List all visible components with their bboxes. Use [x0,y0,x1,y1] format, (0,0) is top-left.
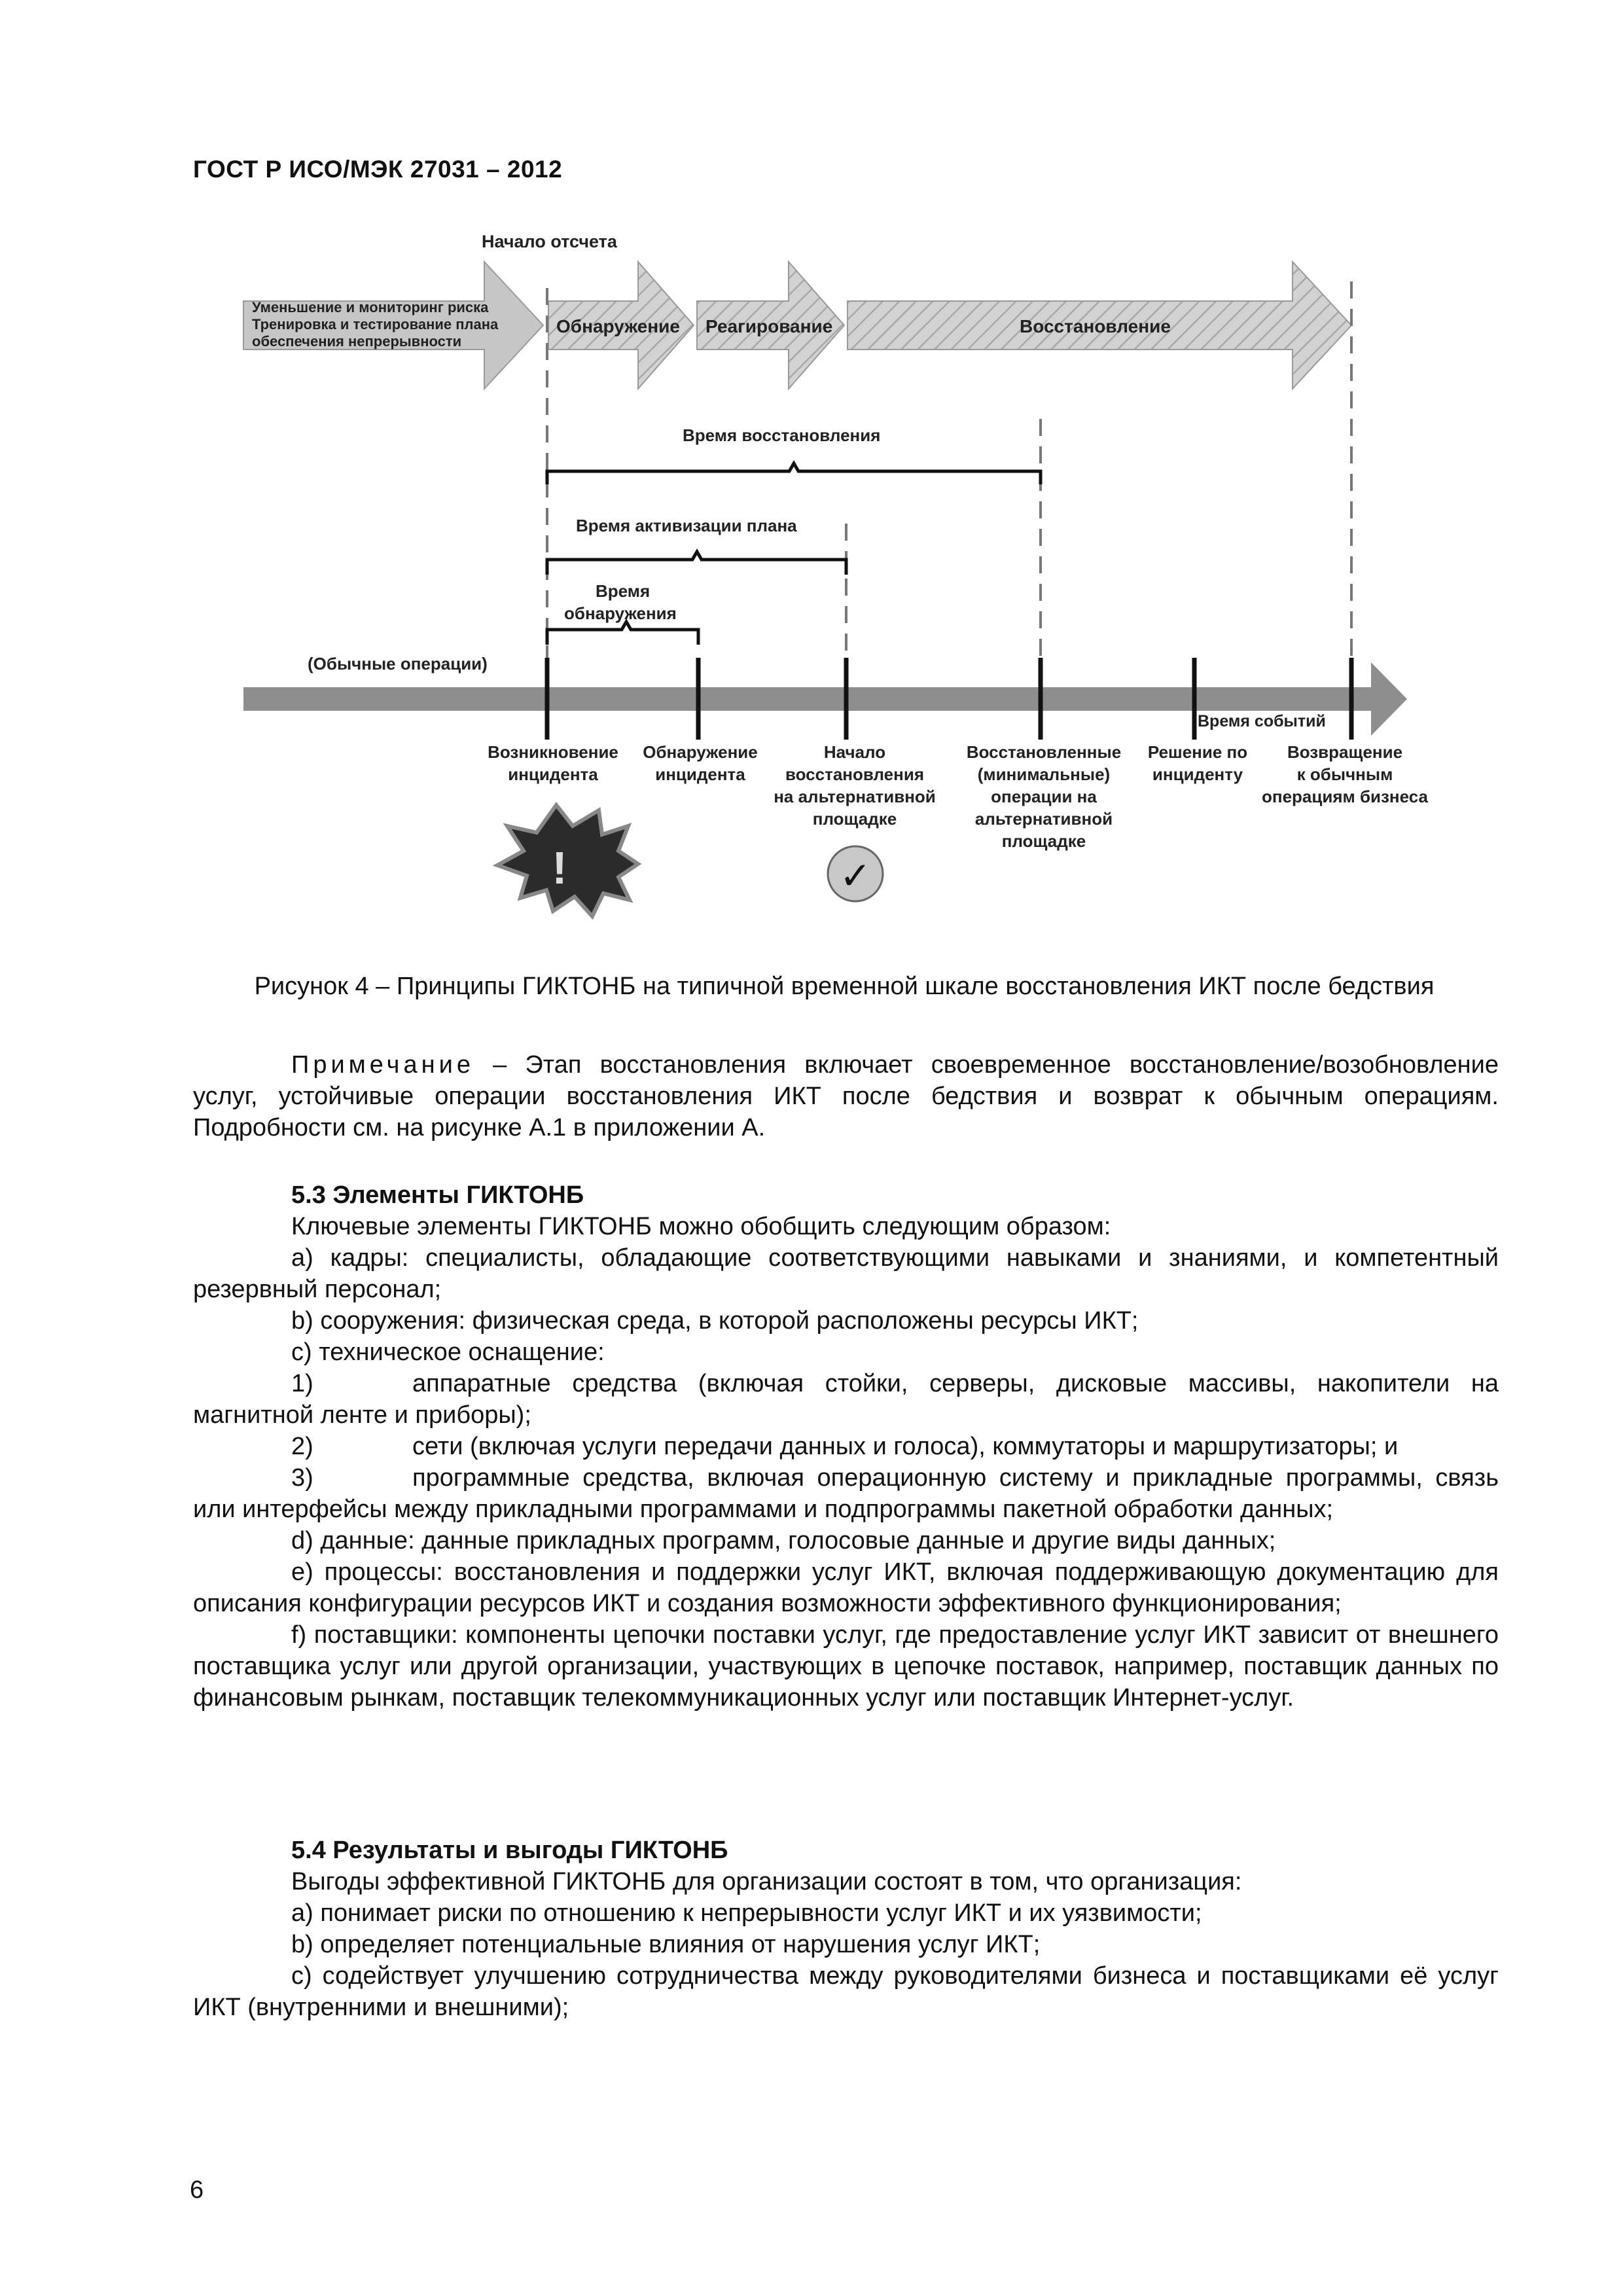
milestone-alt-ops-1: Восстановленные [966,742,1122,762]
phase-prep-line3: обеспечения непрерывности [252,333,462,350]
note-text: – Этап восстановления включает своевременное восстановление/возобновление услуг, устойчивые операции восстановления ИКТ после бедствия и возврат к обычным операциям. Подробности см. на рисунке А.1 в приложении А. [193,1051,1499,1141]
list-item-c3 [193,1462,1499,1525]
incident-burst-icon [497,805,638,916]
milestone-resolution-2: инциденту [1152,764,1243,784]
milestone-return-2: к обычным [1296,764,1393,784]
benefit-item-a: а) понимает риски по отношению к непрерывности услуг ИКТ и их уязвимости; [291,1899,1202,1927]
milestone-return-1: Возвращение [1287,742,1403,762]
document-header: ГОСТ Р ИСО/МЭК 27031 – 2012 [193,156,563,183]
activation-time-label: Время активизации плана [576,516,797,535]
svg-text:!: ! [552,842,567,893]
list-item-b: b) сооружения: физическая среда, в которой расположены ресурсы ИКТ; [291,1307,1139,1335]
list-item-e: e) процессы: восстановления и поддержки услуг ИКТ, включая поддерживающую документацию для описания конфигурации ресурсов ИКТ и создания возможности эффективного функционирования; [193,1558,1499,1617]
phase-prep-line2: Тренировка и тестирование плана [252,316,499,332]
phase-react-label: Реагирование [705,316,833,336]
list-item-c: с) техническое оснащение: [291,1338,605,1366]
list-item-c1-text: аппаратные средства (включая стойки, серверы, дисковые массивы, накопители на магнитной ленте и приборы); [193,1370,1499,1429]
recovery-time-label: Время восстановления [683,425,881,445]
note-label: Примечание [291,1051,474,1079]
milestone-incident-1: Возникновение [488,742,618,762]
detection-time-label-2: обнаружения [564,603,677,623]
section-5-3-intro: Ключевые элементы ГИКТОНБ можно обобщить следующим образом: [291,1213,1111,1240]
phase-recover-label: Восстановление [1020,316,1171,336]
milestone-resolution-1: Решение по [1147,742,1248,762]
figure-caption: Рисунок 4 – Принципы ГИКТОНБ на типичной временной шкале восстановления ИКТ после бедствия [254,973,1435,1000]
list-item-c3-text: программные средства, включая операционную систему и прикладные программы, связь или интерфейсы между прикладными программами и подпрограммы пакетной обработки данных; [193,1464,1499,1523]
milestone-alt-start-3: на альтернативной [774,787,936,806]
section-5-3 [193,1179,1499,1713]
milestone-alt-start-1: Начало [823,742,886,762]
start-count-label: Начало отсчета [482,232,617,251]
milestone-alt-ops-2: (минимальные) [977,764,1111,784]
milestone-alt-ops-4: альтернативной [974,809,1113,829]
milestone-alt-start-4: площадке [812,809,897,829]
list-item-c2 [193,1431,1499,1462]
benefit-item-b: b) определяет потенциальные влияния от нарушения услуг ИКТ; [291,1931,1041,1958]
milestone-detection-1: Обнаружение [643,742,758,762]
recovery-timeline-figure [0,0,1623,949]
benefit-item-c: с) содействует улучшению сотрудничества между руководителями бизнеса и поставщиками её услуг ИКТ (внутренними и внешними); [193,1962,1499,2021]
list-item-c3-num: 3) [291,1464,313,1492]
milestone-detection-2: инцидента [655,764,745,784]
list-item-c1-num: 1) [291,1370,313,1397]
detection-time-label-1: Время [596,581,651,601]
milestone-alt-ops-3: операции на [991,787,1097,806]
list-item-c1 [193,1368,1499,1431]
milestone-return-3: операциям бизнеса [1261,787,1429,806]
normal-operations-label: (Обычные операции) [308,654,488,673]
svg-text:✓: ✓ [839,853,872,898]
section-5-4 [193,1835,1499,2023]
note-paragraph [193,1049,1499,1143]
section-5-4-heading: 5.4 Результаты и выгоды ГИКТОНБ [291,1837,728,1864]
phase-detect-label: Обнаружение [556,316,680,336]
check-circle-icon [828,846,883,901]
list-item-c2-num: 2) [291,1433,313,1460]
page-number: 6 [190,2176,204,2204]
section-5-3-heading: 5.3 Элементы ГИКТОНБ [291,1181,584,1209]
list-item-f: f) поставщики: компоненты цепочки поставки услуг, где предоставление услуг ИКТ зависит от внешнего поставщика услуг или другой организации, участвующих в цепочке поставок, например, поставщик данных по финансовым рынкам, поставщик телекоммуникационных услуг или поставщик Интернет-услуг. [193,1621,1499,1712]
milestone-alt-ops-5: площадке [1001,831,1086,851]
list-item-c2-text: сети (включая услуги передачи данных и голоса), коммутаторы и маршрутизаторы; и [412,1433,1399,1460]
events-time-label: Время событий [1198,712,1326,730]
list-item-a: а) кадры: специалисты, обладающие соответствующими навыками и знаниями, и компетентный резервный персонал; [193,1244,1499,1303]
section-5-4-intro: Выгоды эффективной ГИКТОНБ для организации состоят в том, что организация: [291,1868,1242,1895]
milestone-incident-2: инцидента [508,764,598,784]
list-item-d: d) данные: данные прикладных программ, голосовые данные и другие виды данных; [291,1527,1276,1554]
milestone-alt-start-2: восстановления [785,764,925,784]
phase-prep-line1: Уменьшение и мониторинг риска [252,299,489,315]
